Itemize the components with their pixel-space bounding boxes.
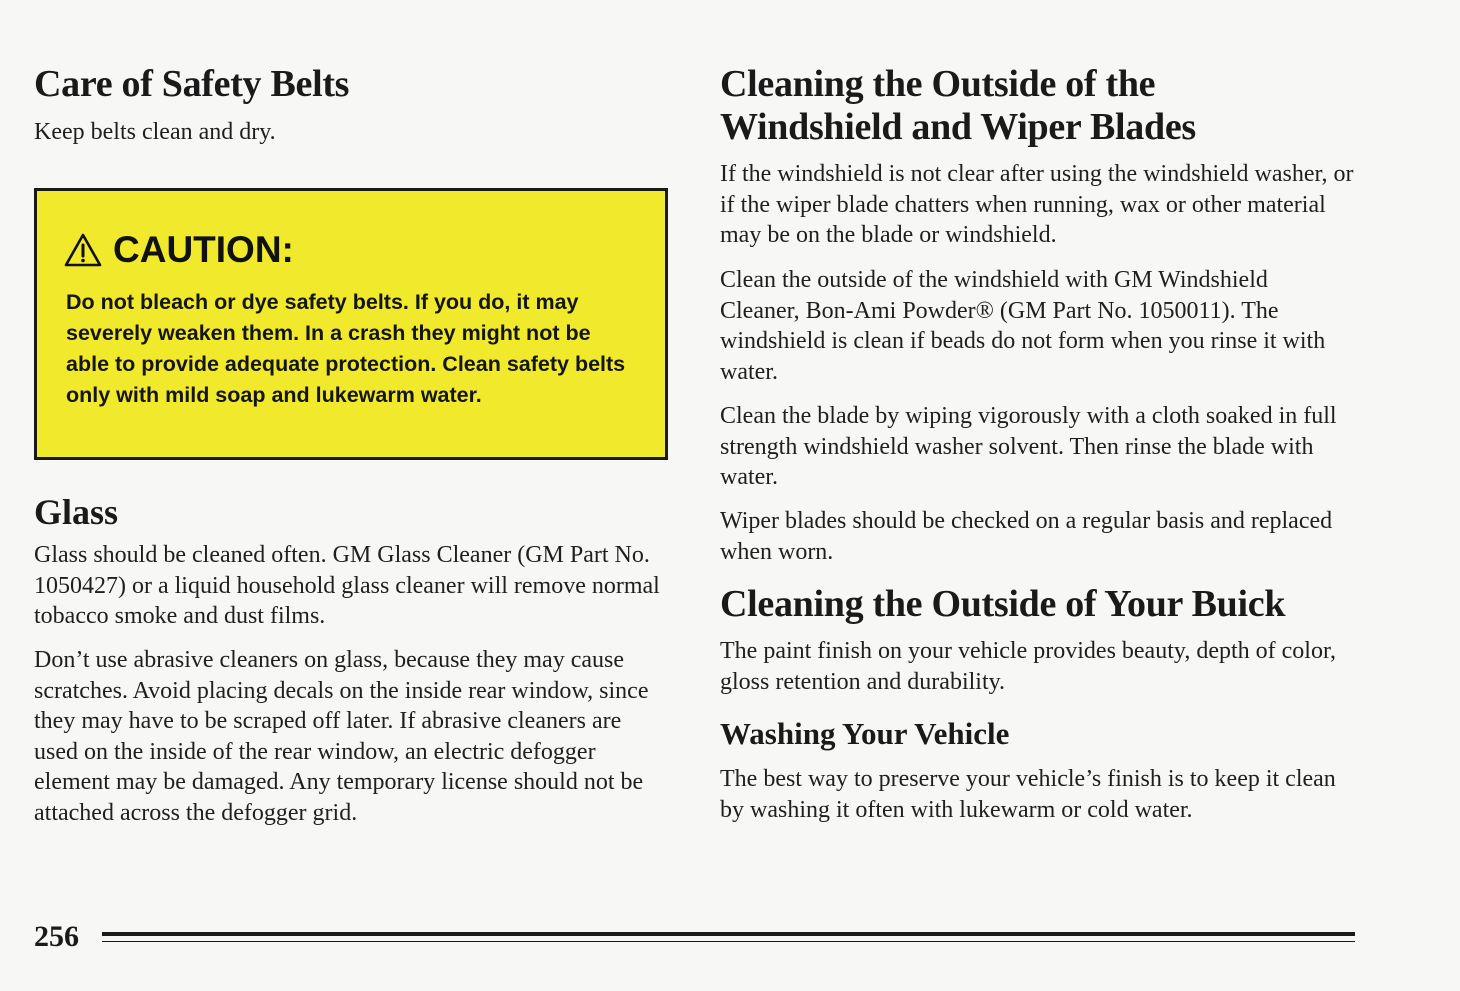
page-number: 256 [34,920,79,953]
windshield-paragraph-2: Clean the outside of the windshield with GM Windshield Cleaner, Bon-Ami Powder® (GM Part No. 1050011). The windshield is clean if beads do not form when you rinse it with water. [720,267,1326,385]
washing-paragraph: The best way to preserve your vehicle’s finish is to keep it clean by washing it often with lukewarm or cold water. [720,766,1336,823]
safety-belts-text: Keep belts clean and dry. [34,119,276,145]
glass-paragraph-2: Don’t use abrasive cleaners on glass, because they may cause scratches. Avoid placing decals on the inside rear window, since they may have to be scraped off later. If abrasive cleaners are used on the inside of the rear window, an electric defogger element may be damaged. Any temporary license should not be attached across the defogger grid. [34,647,649,826]
windshield-paragraph-3: Clean the blade by wiping vigorously with a cloth soaked in full strength windshield washer solvent. Then rinse the blade with water. [720,403,1337,490]
warning-triangle-icon [63,232,103,268]
caution-box [34,188,668,460]
windshield-heading-line-2: Windshield and Wiper Blades [720,106,1196,148]
buick-paragraph: The paint finish on your vehicle provides beauty, depth of color, gloss retention and durability. [720,638,1336,695]
caution-text: Do not bleach or dye safety belts. If you do, it may severely weaken them. In a crash they might not be able to provide adequate protection. Clean safety belts only with mild soap and lukewarm water. [66,290,626,407]
caution-header [63,229,294,271]
glass-heading: Glass [34,492,119,532]
buick-heading: Cleaning the Outside of Your Buick [720,583,1286,625]
footer-rule-thin [102,941,1355,942]
windshield-heading-line-1: Cleaning the Outside of the [720,63,1156,105]
glass-paragraph-1: Glass should be cleaned often. GM Glass Cleaner (GM Part No. 1050427) or a liquid household glass cleaner will remove normal tobacco smoke and dust films. [34,542,660,629]
caution-label: CAUTION: [113,229,294,270]
washing-heading: Washing Your Vehicle [720,716,1010,751]
safety-belts-heading: Care of Safety Belts [34,63,350,105]
windshield-paragraph-1: If the windshield is not clear after using the windshield washer, or if the wiper blade chatters when running, wax or other material may be on the blade or windshield. [720,161,1354,248]
windshield-paragraph-4: Wiper blades should be checked on a regular basis and replaced when worn. [720,508,1333,565]
footer-rule [102,932,1355,936]
